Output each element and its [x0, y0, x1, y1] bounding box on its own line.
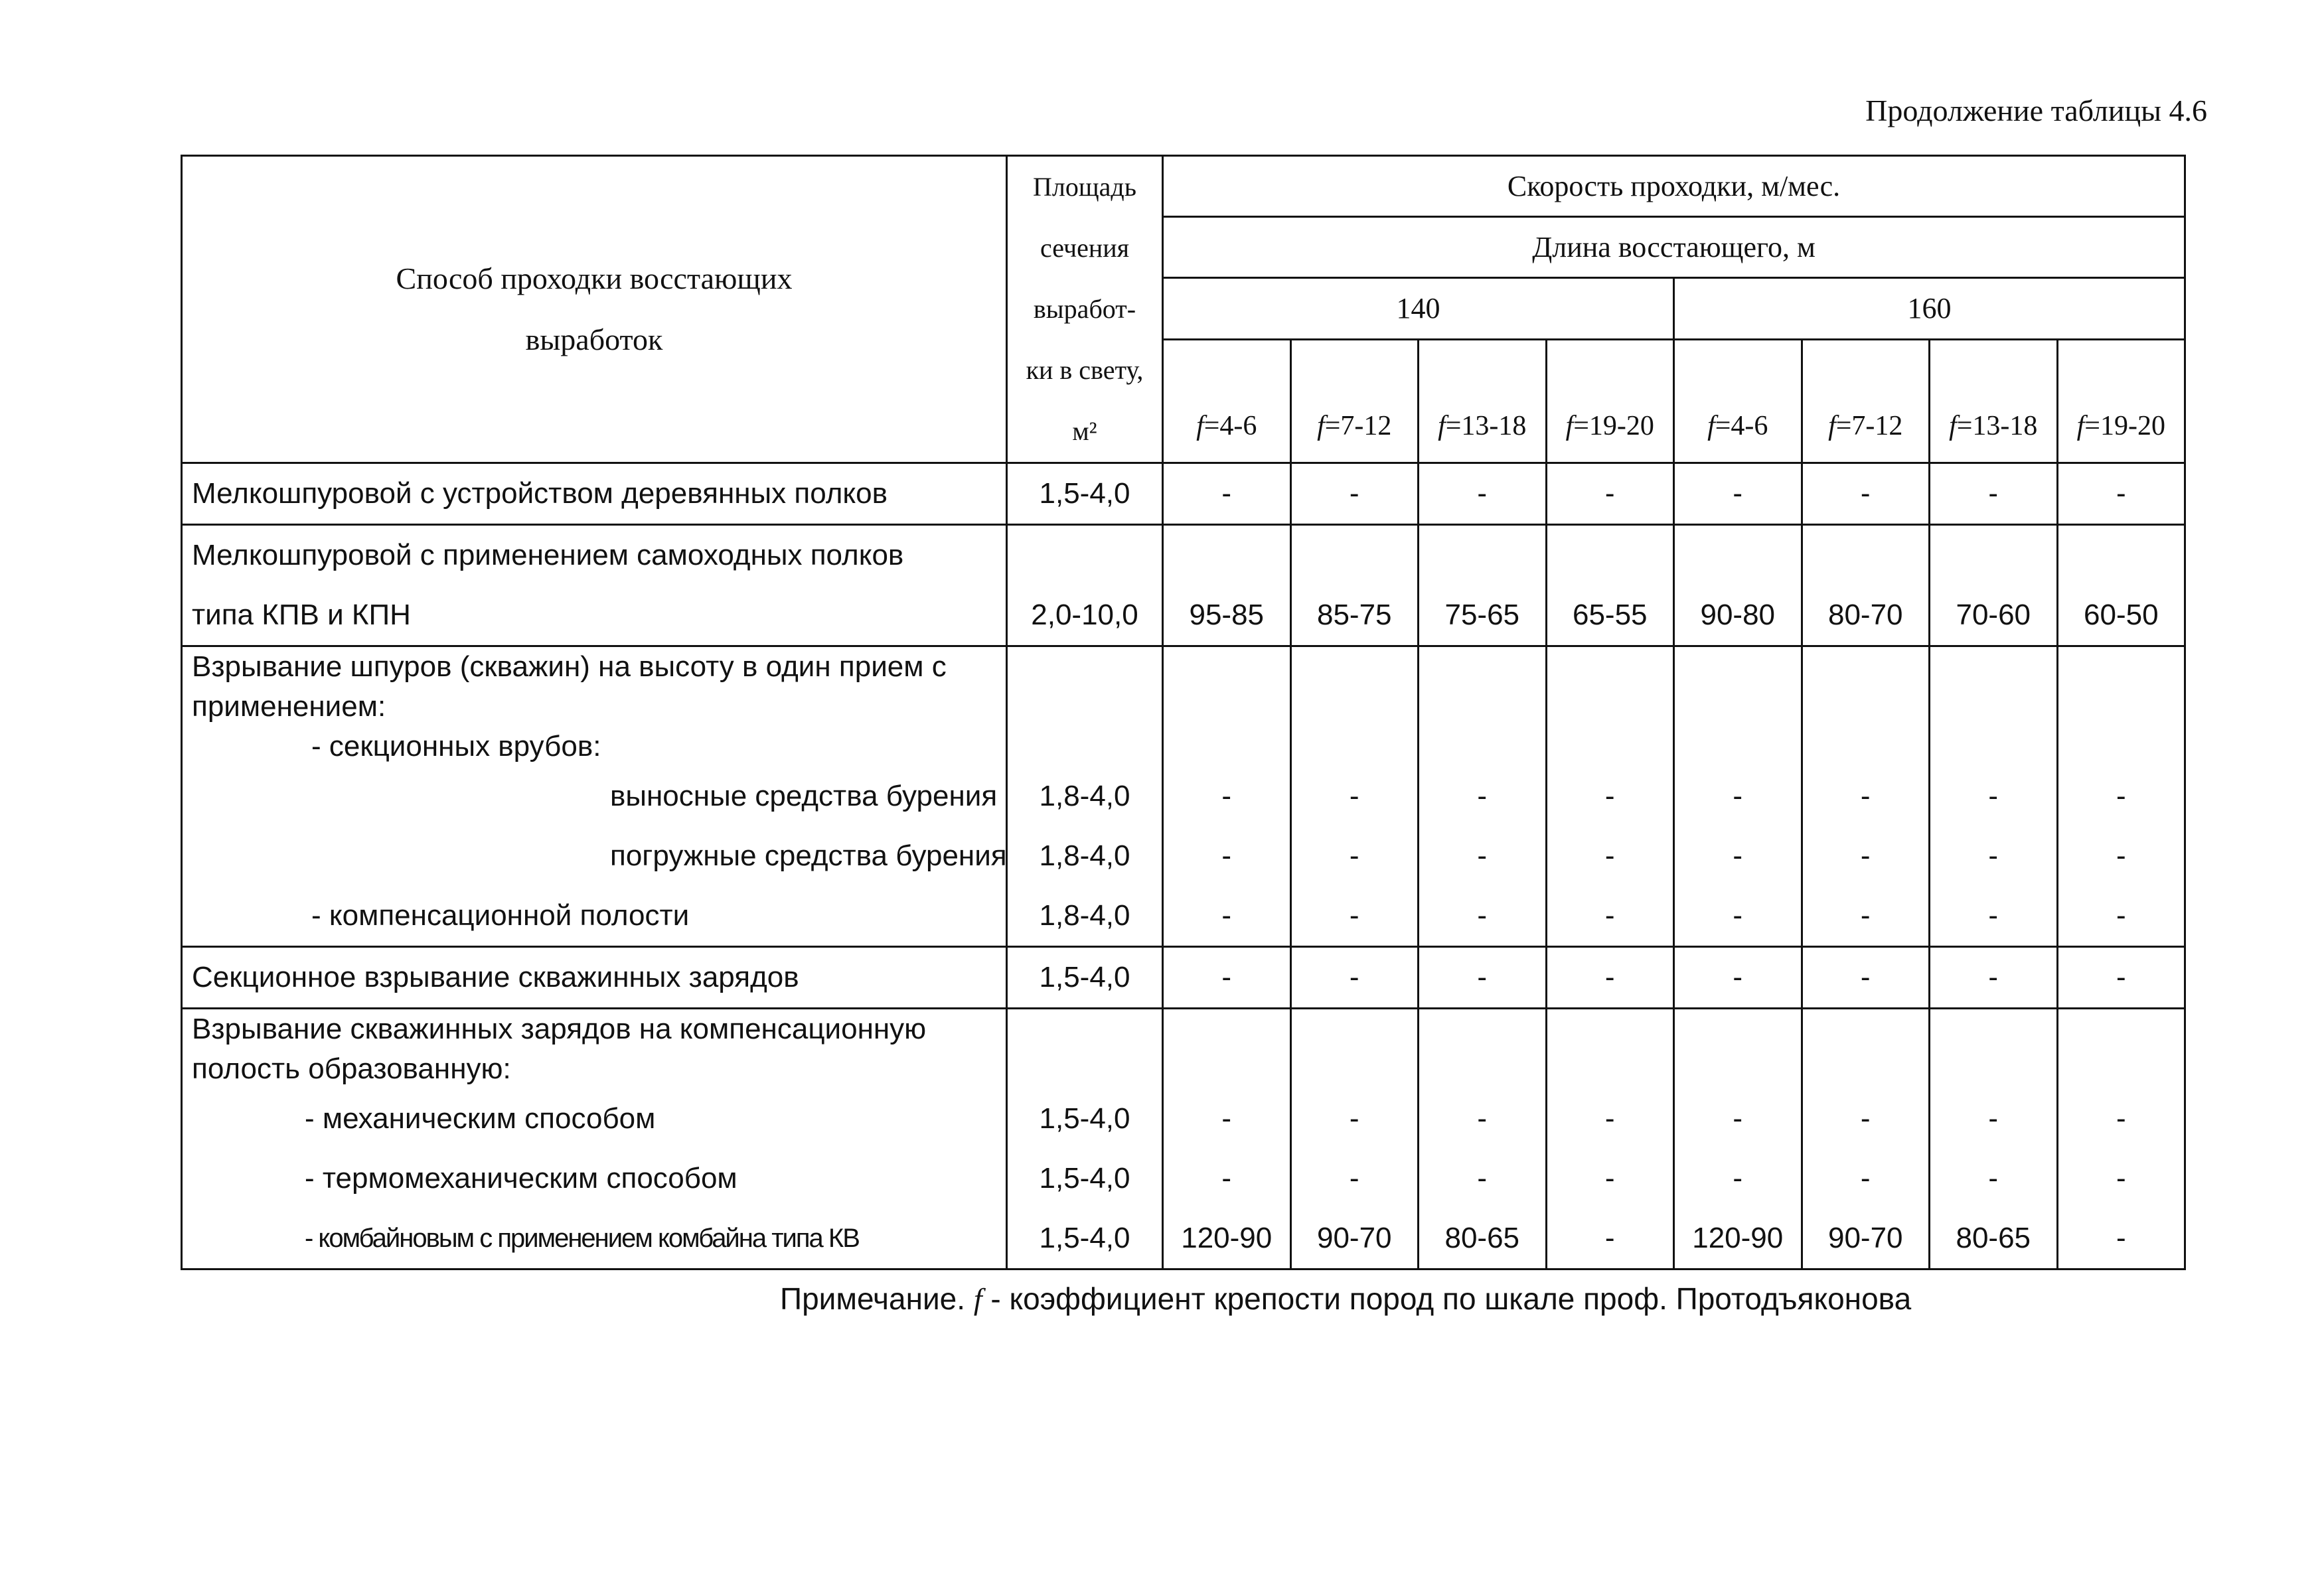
speed-value: - [1733, 899, 1743, 932]
speed-value: - [2116, 1162, 2126, 1195]
area-value: 1,8-4,0 [1039, 899, 1130, 932]
speed-value [1164, 1049, 1290, 1089]
speed-value: 90-70 [1316, 1222, 1392, 1254]
speed-value: - [1988, 839, 1999, 872]
speed-value: - [1349, 1102, 1359, 1135]
speed-value [1292, 1009, 1418, 1049]
table-row [182, 525, 2185, 646]
speed-value [1675, 647, 1801, 687]
area-value: 2,0-10,0 [1031, 599, 1138, 631]
method-line: погружные средства бурения [610, 839, 1007, 872]
speed-value [1803, 526, 1929, 585]
speed-cell [1163, 947, 1291, 1009]
speed-cell [2057, 525, 2185, 646]
method-line: Мелкошпуровой с применением самоходных полков [192, 539, 904, 571]
speed-value [2058, 526, 2185, 585]
speed-cell [2057, 1009, 2185, 1270]
speed-cell [1163, 463, 1291, 525]
speed-cell [1802, 646, 1930, 947]
speed-cell [1930, 1009, 2058, 1270]
speed-value [1164, 687, 1290, 727]
speed-value [1803, 1009, 1929, 1049]
speed-value: - [1988, 961, 1999, 993]
speed-cell [1546, 463, 1674, 525]
speed-value: 80-70 [1827, 599, 1903, 631]
speed-cell [1419, 646, 1547, 947]
speed-value [2058, 1009, 2185, 1049]
speed-value [1675, 687, 1801, 727]
speed-value: 95-85 [1189, 599, 1265, 631]
speed-cell [1930, 947, 2058, 1009]
speed-cell [1674, 646, 1802, 947]
speed-value: - [1349, 899, 1359, 932]
speed-value: - [1477, 839, 1488, 872]
f-range-header: f=4-6 [1163, 339, 1291, 463]
area-cell [1007, 947, 1163, 1009]
speed-value: - [1477, 961, 1488, 993]
method-line: - комбайновым с применением комбайна типа КВ [305, 1224, 859, 1253]
speed-cell [1546, 1009, 1674, 1270]
speed-cell [2057, 646, 2185, 947]
speed-value: - [1988, 1102, 1999, 1135]
method-cell [182, 463, 1007, 525]
speed-value: - [1349, 961, 1359, 993]
speed-value [1419, 727, 1545, 766]
area-cell [1007, 463, 1163, 525]
speed-value [1803, 727, 1929, 766]
method-line: - секционных врубов: [311, 730, 601, 762]
speed-value: 65-55 [1572, 599, 1648, 631]
area-value: 1,8-4,0 [1039, 839, 1130, 872]
speed-cell [1674, 525, 1802, 646]
speed-cell [1546, 525, 1674, 646]
speed-header: Скорость проходки, м/мес. [1163, 156, 2185, 217]
speed-value [1930, 1049, 2056, 1089]
note-text: - коэффициент крепости пород по шкале проф. Протодъяконова [990, 1281, 1912, 1316]
speed-value: - [2116, 839, 2126, 872]
speed-cell [1290, 646, 1419, 947]
speed-value: - [1604, 1162, 1615, 1195]
speed-cell [1290, 947, 1419, 1009]
speed-value [1547, 727, 1673, 766]
speed-value [2058, 1049, 2185, 1089]
method-line: выносные средства бурения [610, 780, 998, 812]
speed-value [1292, 727, 1418, 766]
speed-value: - [1477, 899, 1488, 932]
table-row [182, 947, 2185, 1009]
area-cell [1007, 525, 1163, 646]
area-value [1008, 727, 1162, 766]
speed-value: - [2116, 1222, 2126, 1254]
speed-cell [1802, 525, 1930, 646]
speed-cell [2057, 463, 2185, 525]
speed-value [1164, 727, 1290, 766]
method-line: - термомеханическим способом [305, 1162, 737, 1195]
area-value: 1,5-4,0 [1039, 961, 1130, 993]
speed-value [1803, 647, 1929, 687]
speed-value: 80-65 [1956, 1222, 2031, 1254]
speed-cell [1290, 525, 1419, 646]
length-header: Длина восстающего, м [1163, 217, 2185, 278]
f-range-header: f=7-12 [1290, 339, 1419, 463]
speed-cell [1802, 1009, 1930, 1270]
table-caption: Продолжение таблицы 4.6 [1865, 94, 2207, 127]
speed-value [2058, 727, 2185, 766]
speed-value: - [1860, 477, 1871, 510]
speed-value [1164, 647, 1290, 687]
speed-value: - [1477, 1102, 1488, 1135]
method-line: - механическим способом [305, 1102, 656, 1135]
speed-cell [1802, 463, 1930, 525]
speed-value [1419, 1049, 1545, 1089]
method-cell [182, 525, 1007, 646]
method-header: Способ проходки восстающих выработок [182, 156, 1007, 463]
note-prefix: Примечание. [780, 1281, 966, 1316]
method-cell [182, 646, 1007, 947]
method-line: Взрывание шпуров (скважин) на высоту в один прием с [192, 650, 947, 683]
area-value [1008, 647, 1162, 687]
speed-value: - [1477, 780, 1488, 812]
speed-value [1803, 1049, 1929, 1089]
speed-cell [1163, 1009, 1291, 1270]
speed-value: - [1221, 1162, 1232, 1195]
speed-cell [1802, 947, 1930, 1009]
speed-value [1292, 526, 1418, 585]
method-line: полость образованную: [192, 1052, 511, 1085]
f-range-header: f=13-18 [1419, 339, 1547, 463]
speed-cell [1674, 463, 1802, 525]
speed-cell [1930, 525, 2058, 646]
speed-cell [1163, 646, 1291, 947]
speed-cell [1674, 947, 1802, 1009]
speed-value: - [1349, 839, 1359, 872]
speed-cell [2057, 947, 2185, 1009]
area-value [1008, 526, 1162, 585]
group-140: 140 [1163, 278, 1674, 339]
area-value: 1,5-4,0 [1039, 1162, 1130, 1195]
speed-value [1547, 687, 1673, 727]
speed-value: - [1221, 899, 1232, 932]
speed-value [1292, 1049, 1418, 1089]
area-value [1008, 687, 1162, 727]
speed-value: - [1860, 780, 1871, 812]
speed-value: - [1733, 839, 1743, 872]
speed-value [1930, 727, 2056, 766]
speed-value [1675, 1049, 1801, 1089]
speed-value: - [2116, 780, 2126, 812]
method-line: - компенсационной полости [311, 899, 690, 932]
speed-value: - [1860, 839, 1871, 872]
area-value [1008, 1009, 1162, 1049]
f-range-header: f=19-20 [2057, 339, 2185, 463]
speed-value [1675, 1009, 1801, 1049]
speed-value: 75-65 [1444, 599, 1520, 631]
speed-value: - [1221, 477, 1232, 510]
speed-value [1292, 687, 1418, 727]
speed-value: 70-60 [1956, 599, 2031, 631]
speed-value [1419, 526, 1545, 585]
speed-value [2058, 647, 2185, 687]
speed-value [1419, 687, 1545, 727]
speed-value [1419, 1009, 1545, 1049]
method-cell [182, 1009, 1007, 1270]
speed-value: - [1733, 780, 1743, 812]
speed-value [1930, 687, 2056, 727]
method-line: типа КПВ и КПН [192, 599, 411, 631]
speed-value: - [1733, 1102, 1743, 1135]
method-line: применением: [192, 690, 386, 723]
speed-value: - [1604, 899, 1615, 932]
speed-value: - [1988, 477, 1999, 510]
speed-value [1547, 1049, 1673, 1089]
speed-value: - [1988, 899, 1999, 932]
speed-value: - [2116, 477, 2126, 510]
speed-value: - [1604, 477, 1615, 510]
method-line: Мелкошпуровой с устройством деревянных полков [192, 477, 888, 510]
speed-value [1930, 647, 2056, 687]
speed-value [1675, 727, 1801, 766]
speed-value: - [1221, 780, 1232, 812]
speed-value: - [1477, 1162, 1488, 1195]
speed-value: 120-90 [1181, 1222, 1273, 1254]
speed-value: - [2116, 961, 2126, 993]
method-line: Секционное взрывание скважинных зарядов [192, 961, 799, 993]
speed-value: - [2116, 899, 2126, 932]
speed-value: 80-65 [1444, 1222, 1520, 1254]
f-range-header: f=4-6 [1674, 339, 1802, 463]
speed-cell [1290, 463, 1419, 525]
speed-cell [1163, 525, 1291, 646]
speed-value [1547, 526, 1673, 585]
speed-value: - [1860, 1102, 1871, 1135]
speed-value [1164, 526, 1290, 585]
area-cell [1007, 1009, 1163, 1270]
speed-value: - [2116, 1102, 2126, 1135]
speed-value [1419, 647, 1545, 687]
speed-value: - [1349, 1162, 1359, 1195]
speed-table [181, 155, 2186, 1270]
speed-value: 85-75 [1316, 599, 1392, 631]
speed-value: - [1604, 1222, 1615, 1254]
speed-cell [1930, 463, 2058, 525]
f-range-header: f=19-20 [1546, 339, 1674, 463]
speed-cell [1930, 646, 2058, 947]
speed-value: - [1221, 1102, 1232, 1135]
note-f-symbol: f [973, 1282, 982, 1316]
area-value [1008, 1049, 1162, 1089]
speed-value [1164, 1009, 1290, 1049]
speed-value: - [1988, 1162, 1999, 1195]
area-header: Площадь сечения выработ- ки в свету, м² [1007, 156, 1163, 463]
speed-value: - [1860, 899, 1871, 932]
speed-value: 90-80 [1700, 599, 1776, 631]
speed-value [1930, 526, 2056, 585]
speed-value: - [1604, 1102, 1615, 1135]
speed-value [2058, 687, 2185, 727]
area-cell [1007, 646, 1163, 947]
speed-cell [1419, 1009, 1547, 1270]
speed-value: - [1604, 839, 1615, 872]
speed-cell [1419, 525, 1547, 646]
speed-value [1292, 647, 1418, 687]
speed-value: - [1221, 839, 1232, 872]
speed-value: - [1988, 780, 1999, 812]
speed-value: - [1604, 780, 1615, 812]
speed-cell [1419, 947, 1547, 1009]
speed-value [1547, 1009, 1673, 1049]
speed-value: 60-50 [2084, 599, 2159, 631]
f-range-header: f=7-12 [1802, 339, 1930, 463]
speed-value [1547, 647, 1673, 687]
speed-cell [1546, 947, 1674, 1009]
group-160: 160 [1674, 278, 2185, 339]
speed-value [1930, 1009, 2056, 1049]
f-range-header: f=13-18 [1930, 339, 2058, 463]
speed-value: - [1604, 961, 1615, 993]
speed-value [1675, 526, 1801, 585]
table-row [182, 646, 2185, 947]
speed-value: - [1733, 1162, 1743, 1195]
speed-value: - [1349, 477, 1359, 510]
table-row [182, 463, 2185, 525]
table-note [780, 1281, 1911, 1317]
table-row [182, 1009, 2185, 1270]
speed-cell [1674, 1009, 1802, 1270]
speed-cell [1546, 646, 1674, 947]
area-value: 1,8-4,0 [1039, 780, 1130, 812]
speed-cell [1290, 1009, 1419, 1270]
method-cell [182, 947, 1007, 1009]
speed-value: - [1733, 961, 1743, 993]
speed-value: - [1477, 477, 1488, 510]
speed-value [1803, 687, 1929, 727]
speed-value: - [1349, 780, 1359, 812]
speed-value: - [1860, 1162, 1871, 1195]
area-value: 1,5-4,0 [1039, 1222, 1130, 1254]
speed-value: 120-90 [1692, 1222, 1784, 1254]
speed-cell [1419, 463, 1547, 525]
method-line: Взрывание скважинных зарядов на компенсационную [192, 1013, 927, 1045]
area-value: 1,5-4,0 [1039, 477, 1130, 510]
area-value: 1,5-4,0 [1039, 1102, 1130, 1135]
speed-value: - [1221, 961, 1232, 993]
speed-value: - [1860, 961, 1871, 993]
speed-value: 90-70 [1827, 1222, 1903, 1254]
speed-value: - [1733, 477, 1743, 510]
